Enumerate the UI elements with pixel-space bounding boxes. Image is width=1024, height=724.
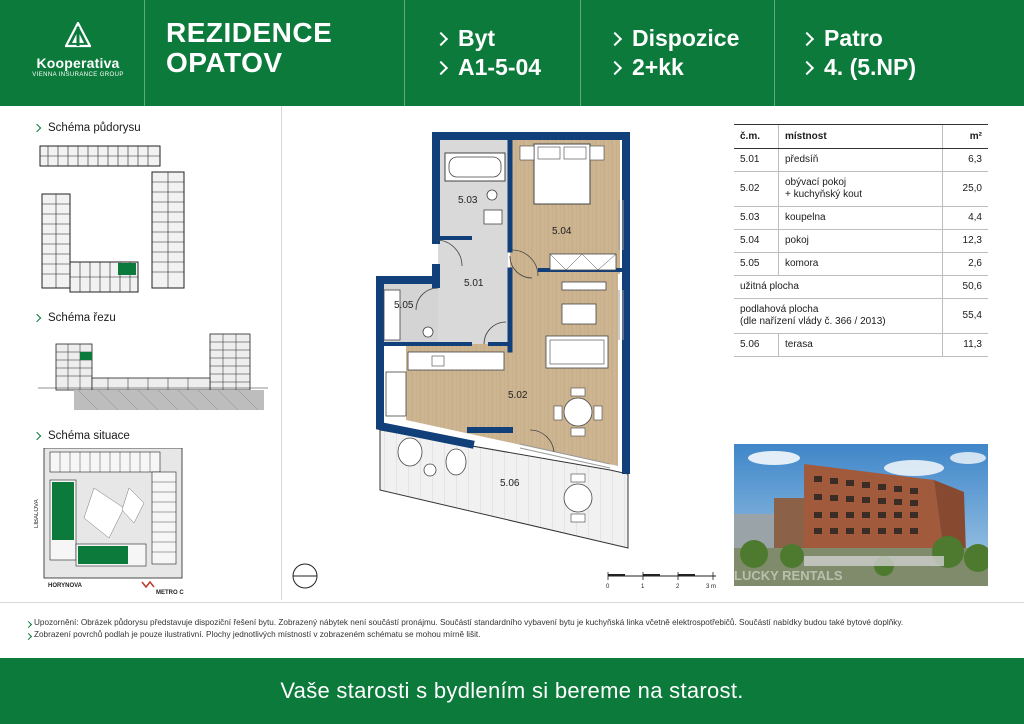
schema-title-text: Schéma situace xyxy=(48,430,130,442)
cell-room: předsíň xyxy=(779,149,943,172)
photo-watermark: LUCKY RENTALS xyxy=(734,568,843,583)
cell-room: koupelna xyxy=(779,207,943,230)
project-title xyxy=(166,18,332,78)
header-divider xyxy=(774,0,775,106)
cell-room-line2: (dle nařízení vlády č. 366 / 2013) xyxy=(740,316,886,327)
project-title-line2: OPATOV xyxy=(166,47,283,78)
apartment-id-block xyxy=(434,24,541,82)
header-divider xyxy=(404,0,405,106)
room-label-505: 5.05 xyxy=(394,300,414,311)
schema-title-text: Schéma řezu xyxy=(48,312,116,324)
metro-label: METRO C xyxy=(156,590,184,596)
room-label-504: 5.04 xyxy=(552,226,572,237)
cell-area: 4,4 xyxy=(942,207,988,230)
disclaimer-line-2: Zobrazení povrchů podlah je pouze ilustrativní. Plochy jednotlivých místností v zobrazeném schématu se mohou mírně lišit. xyxy=(34,630,481,639)
cell-area: 6,3 xyxy=(942,149,988,172)
chevron-right-icon xyxy=(608,60,622,74)
layout-value: 2+kk xyxy=(632,54,684,80)
table-row xyxy=(734,172,988,207)
metro-icon xyxy=(142,582,154,587)
cell-num: 5.03 xyxy=(734,207,779,230)
table-row xyxy=(734,207,988,230)
col-header-room: místnost xyxy=(779,125,943,149)
header xyxy=(0,0,1024,106)
apartment-label: Byt xyxy=(458,25,496,51)
header-divider xyxy=(144,0,145,106)
scale-tick-2: 2 xyxy=(676,584,680,590)
cell-num: 5.04 xyxy=(734,230,779,253)
table-header-row xyxy=(734,125,988,149)
room-area-table xyxy=(734,124,988,357)
schema-title-site xyxy=(34,430,130,442)
site-schema xyxy=(34,448,184,596)
apartment-value: A1-5-04 xyxy=(458,54,542,80)
cell-num: 5.06 xyxy=(734,334,779,357)
floor-value: 4. (5.NP) xyxy=(824,54,917,80)
street-label-bottom: HORYNOVA xyxy=(48,583,83,589)
room-label-501: 5.01 xyxy=(464,278,484,289)
room-label-503: 5.03 xyxy=(458,195,478,206)
table-row xyxy=(734,253,988,276)
cell-area: 50,6 xyxy=(942,276,988,299)
layout-label: Dispozice xyxy=(632,25,740,51)
cell-area: 55,4 xyxy=(942,299,988,334)
cell-room: pokoj xyxy=(779,230,943,253)
chevron-right-icon xyxy=(608,31,622,45)
chevron-right-icon xyxy=(33,124,41,132)
cell-room: užitná plocha xyxy=(734,276,942,299)
cell-room-line1: obývací pokoj xyxy=(785,177,847,188)
cell-area: 11,3 xyxy=(942,334,988,357)
disclaimer-notes xyxy=(0,602,1024,659)
table-row xyxy=(734,276,988,299)
building-render-image xyxy=(734,444,988,586)
schema-title-floorplan xyxy=(34,122,141,134)
chevron-right-icon xyxy=(33,432,41,440)
cell-room-line1: podlahová plocha xyxy=(740,304,819,315)
footer-slogan: Vaše starosti s bydlením si bereme na starost. xyxy=(0,658,1024,724)
cell-room: komora xyxy=(779,253,943,276)
scale-tick-0: 0 xyxy=(606,584,610,590)
schema-title-text: Schéma půdorysu xyxy=(48,122,141,134)
cell-area: 25,0 xyxy=(942,172,988,207)
cell-num: 5.05 xyxy=(734,253,779,276)
chevron-right-icon xyxy=(33,314,41,322)
room-label-502: 5.02 xyxy=(508,390,528,401)
cell-num: 5.01 xyxy=(734,149,779,172)
scale-tick-1: 1 xyxy=(641,584,645,590)
scale-tick-3: 3 m xyxy=(706,584,717,590)
chevron-right-icon xyxy=(434,31,448,45)
floor-plan-drawing xyxy=(282,106,722,600)
floor-plan xyxy=(282,106,722,600)
table-row xyxy=(734,230,988,253)
table-row xyxy=(734,299,988,334)
disclaimer-line-1: Upozornění: Obrázek půdorysu představuje dispoziční řešení bytu. Zobrazený nábytek není součástí pronájmu. Součástí standardního vybavení bytu je kuchyňská linka včetně elektrospotřebičů. Součástí nabídky budou také bytové doplňky. xyxy=(34,618,904,627)
floor-block xyxy=(800,24,916,82)
schema-title-section xyxy=(34,312,116,324)
chevron-right-icon xyxy=(800,31,814,45)
street-label-left: LÍBALOVA xyxy=(34,499,40,528)
chevron-right-icon xyxy=(800,60,814,74)
section-schema xyxy=(38,330,268,418)
cell-area: 12,3 xyxy=(942,230,988,253)
floor-label: Patro xyxy=(824,25,883,51)
cell-area: 2,6 xyxy=(942,253,988,276)
col-header-num: č.m. xyxy=(734,125,779,149)
cell-room xyxy=(779,172,943,207)
logo-subtitle: VIENNA INSURANCE GROUP xyxy=(32,72,124,78)
brand-logo xyxy=(28,22,128,78)
logo-name: Kooperativa xyxy=(36,55,120,71)
table-row xyxy=(734,334,988,357)
scale-bar xyxy=(606,572,716,590)
chevron-right-icon xyxy=(434,60,448,74)
col-header-area: m² xyxy=(942,125,988,149)
cell-room xyxy=(734,299,942,334)
schemas-panel xyxy=(0,106,282,600)
floorplan-schema xyxy=(38,142,198,296)
project-title-line1: REZIDENCE xyxy=(166,17,333,48)
room-label-506: 5.06 xyxy=(500,478,520,489)
kooperativa-logo-icon xyxy=(65,22,91,48)
building-photo xyxy=(734,444,988,586)
header-divider xyxy=(580,0,581,106)
cell-room: terasa xyxy=(779,334,943,357)
layout-block xyxy=(608,24,739,82)
cell-num: 5.02 xyxy=(734,172,779,207)
cell-room-line2: + kuchyňský kout xyxy=(785,189,862,200)
table-row xyxy=(734,149,988,172)
chevron-right-icon xyxy=(25,633,32,640)
chevron-right-icon xyxy=(25,621,32,628)
